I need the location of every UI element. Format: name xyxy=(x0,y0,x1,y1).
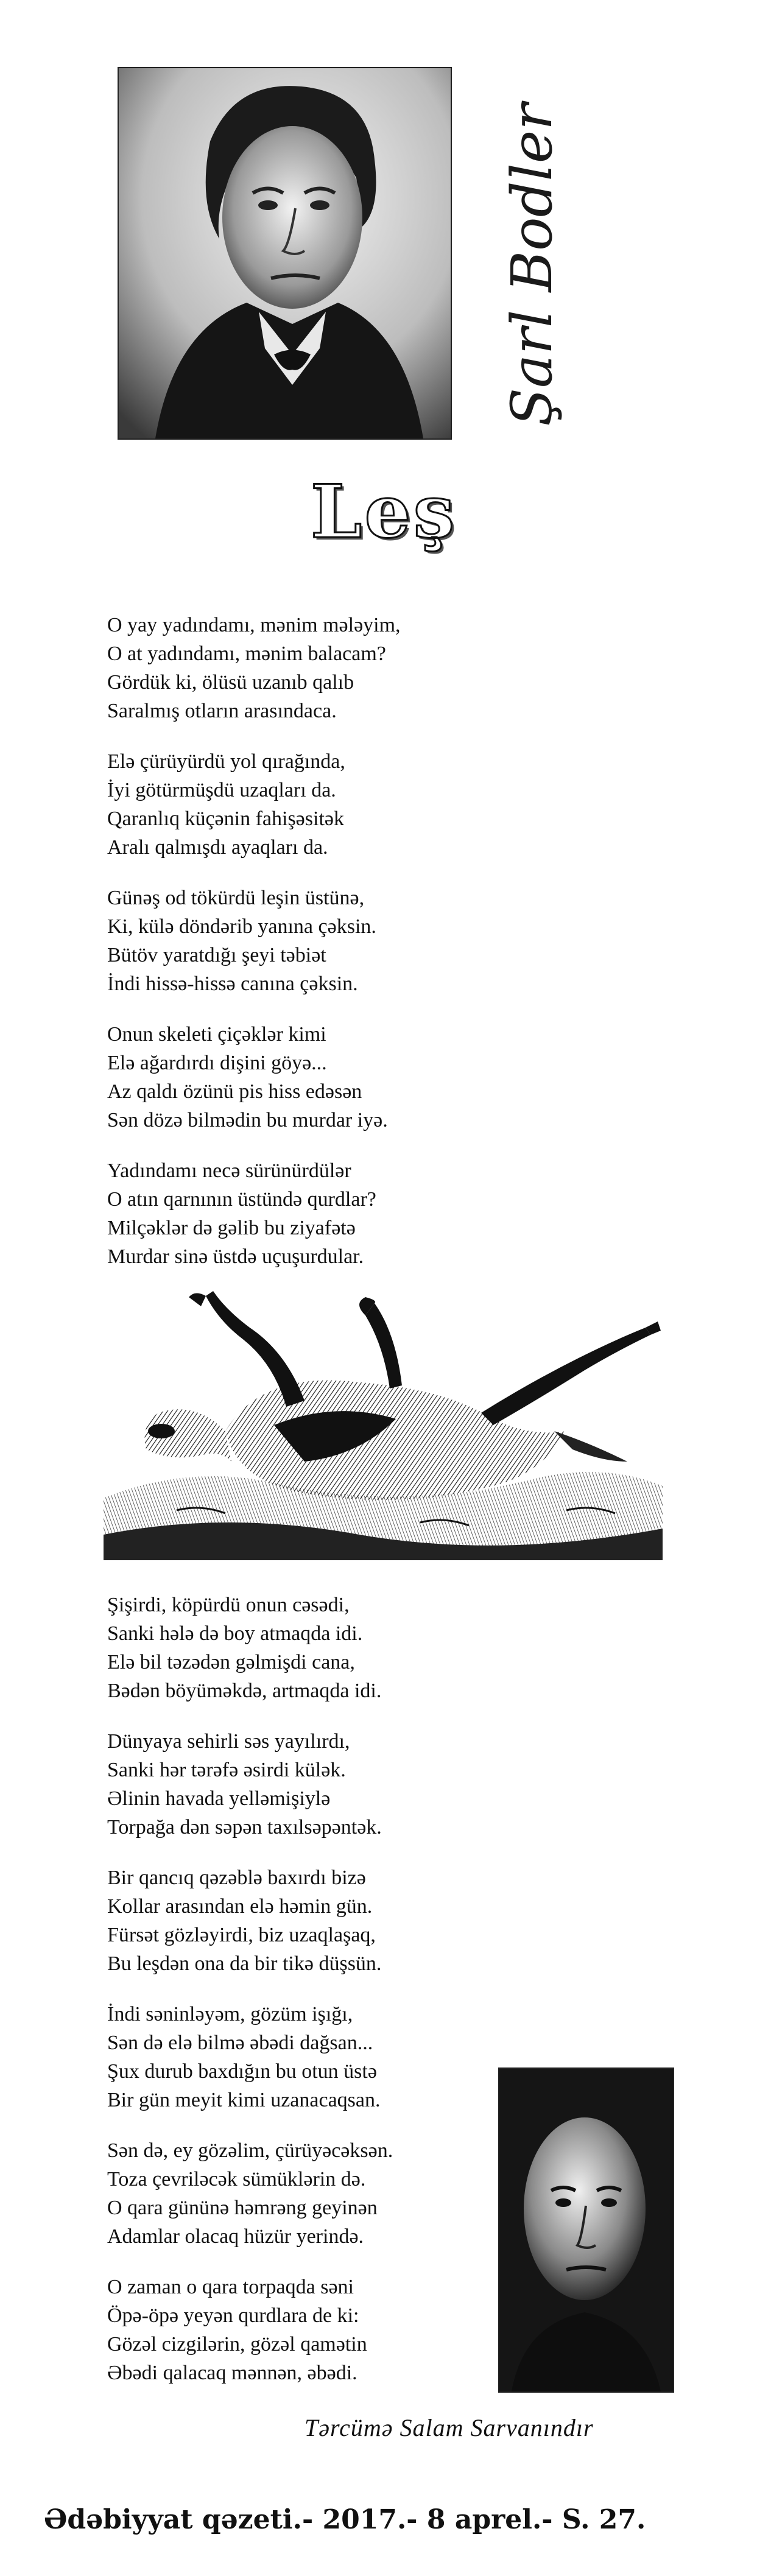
stanza xyxy=(107,2273,367,2387)
stanza xyxy=(107,884,376,998)
verse-line: Öpə-öpə yeyən qurdlara de ki: xyxy=(107,2304,359,2327)
verse-line: Elə çürüyürdü yol qırağında, xyxy=(107,750,345,773)
verse-line: Dünyaya sehirli səs yayılırdı, xyxy=(107,1730,350,1753)
verse-line: Az qaldı özünü pis hiss edəsən xyxy=(107,1080,362,1103)
verse-line: Onun skeleti çiçəklər kimi xyxy=(107,1023,326,1046)
author-signature: Şarl Bodler xyxy=(499,103,565,426)
verse-line: O zaman o qara torpaqda səni xyxy=(107,2276,354,2298)
translator-portrait xyxy=(498,2067,674,2393)
verse-line: Əbədi qalacaq mənnən, əbədi. xyxy=(107,2362,357,2384)
stanza xyxy=(107,2000,381,2114)
verse-line: Gözəl cizgilərin, gözəl qamətin xyxy=(107,2333,367,2356)
translation-credit: Tərcümə Salam Sarvanındır xyxy=(305,2414,594,2441)
stanza xyxy=(107,1727,382,1842)
carcass-illustration xyxy=(104,1279,663,1560)
verse-line: Sanki hər tərəfə əsirdi külək. xyxy=(107,1759,346,1781)
portrait-engraving xyxy=(119,68,451,438)
baudelaire-portrait xyxy=(118,67,452,440)
translator-photo xyxy=(499,2069,673,2391)
verse-line: Bütöv yaratdığı şeyi təbiət xyxy=(107,944,326,966)
verse-line: Adamlar olacaq hüzür yerində. xyxy=(107,2225,364,2248)
carcass-engraving xyxy=(104,1279,663,1560)
verse-line: Bu leşdən ona da bir tikə düşsün. xyxy=(107,1952,382,1975)
verse-line: Əlinin havada yelləmişiylə xyxy=(107,1787,331,1810)
verse-line: Sanki hələ də boy atmaqda idi. xyxy=(107,1622,363,1645)
verse-line: Şişirdi, köpürdü onun cəsədi, xyxy=(107,1594,350,1616)
verse-line: İndi səninləyəm, gözüm işığı, xyxy=(107,2003,353,2025)
verse-line: O yay yadındamı, mənim mələyim, xyxy=(107,614,401,636)
verse-line: İndi hissə-hissə canına çəksin. xyxy=(107,973,358,995)
verse-line: Sən dözə bilmədin bu murdar iyə. xyxy=(107,1109,388,1131)
stanza xyxy=(107,2136,393,2251)
source-citation: Ədəbiyyat qəzeti.- 2017.- 8 aprel.- S. 27. xyxy=(44,2504,646,2535)
verse-line: Murdar sinə üstdə uçuşurdular. xyxy=(107,1245,364,1268)
stanza xyxy=(107,611,401,725)
verse-line: Kollar arasından elə həmin gün. xyxy=(107,1895,373,1918)
verse-line: Elə bil təzədən gəlmişdi cana, xyxy=(107,1651,355,1673)
stanza xyxy=(107,1591,381,1705)
verse-line: Günəş od tökürdü leşin üstünə, xyxy=(107,887,365,909)
verse-line: O atın qarnının üstündə qurdlar? xyxy=(107,1188,376,1211)
verse-line: O at yadındamı, mənim balacam? xyxy=(107,642,386,665)
verse-line: Torpağa dən səpən taxılsəpəntək. xyxy=(107,1816,382,1839)
verse-line: İyi götürmüşdü uzaqları da. xyxy=(107,779,336,801)
stanza xyxy=(107,1863,381,1978)
verse-line: Bir gün meyit kimi uzanacaqsan. xyxy=(107,2089,381,2111)
poem-title: Leş xyxy=(311,469,457,555)
verse-line: Ki, külə döndərib yanına çəksin. xyxy=(107,915,376,938)
verse-line: Bir qancıq qəzəblə baxırdı bizə xyxy=(107,1867,366,1889)
stanza xyxy=(107,1020,388,1135)
stanza xyxy=(107,1156,376,1271)
verse-line: Qaranlıq küçənin fahişəsitək xyxy=(107,808,344,830)
verse-line: Şux durub baxdığın bu otun üstə xyxy=(107,2060,377,2083)
verse-line: Sən də, ey gözəlim, çürüyəcəksən. xyxy=(107,2139,393,2162)
verse-line: O qara gününə həmrəng geyinən xyxy=(107,2197,378,2219)
verse-line: Aralı qalmışdı ayaqları da. xyxy=(107,836,328,859)
stanza xyxy=(107,747,345,862)
verse-line: Elə ağardırdı dişini göyə... xyxy=(107,1052,327,1074)
verse-line: Yadındamı necə sürünürdülər xyxy=(107,1160,351,1182)
verse-line: Saralmış otların arasındaca. xyxy=(107,700,337,722)
verse-line: Milçəklər də gəlib bu ziyafətə xyxy=(107,1217,356,1239)
verse-line: Sən də elə bilmə əbədi dağsan... xyxy=(107,2032,373,2054)
verse-line: Bədən böyüməkdə, artmaqda idi. xyxy=(107,1680,382,1702)
verse-line: Fürsət gözləyirdi, biz uzaqlaşaq, xyxy=(107,1924,376,1946)
verse-line: Toza çevriləcək sümüklərin də. xyxy=(107,2168,366,2191)
verse-line: Gördük ki, ölüsü uzanıb qalıb xyxy=(107,671,354,694)
